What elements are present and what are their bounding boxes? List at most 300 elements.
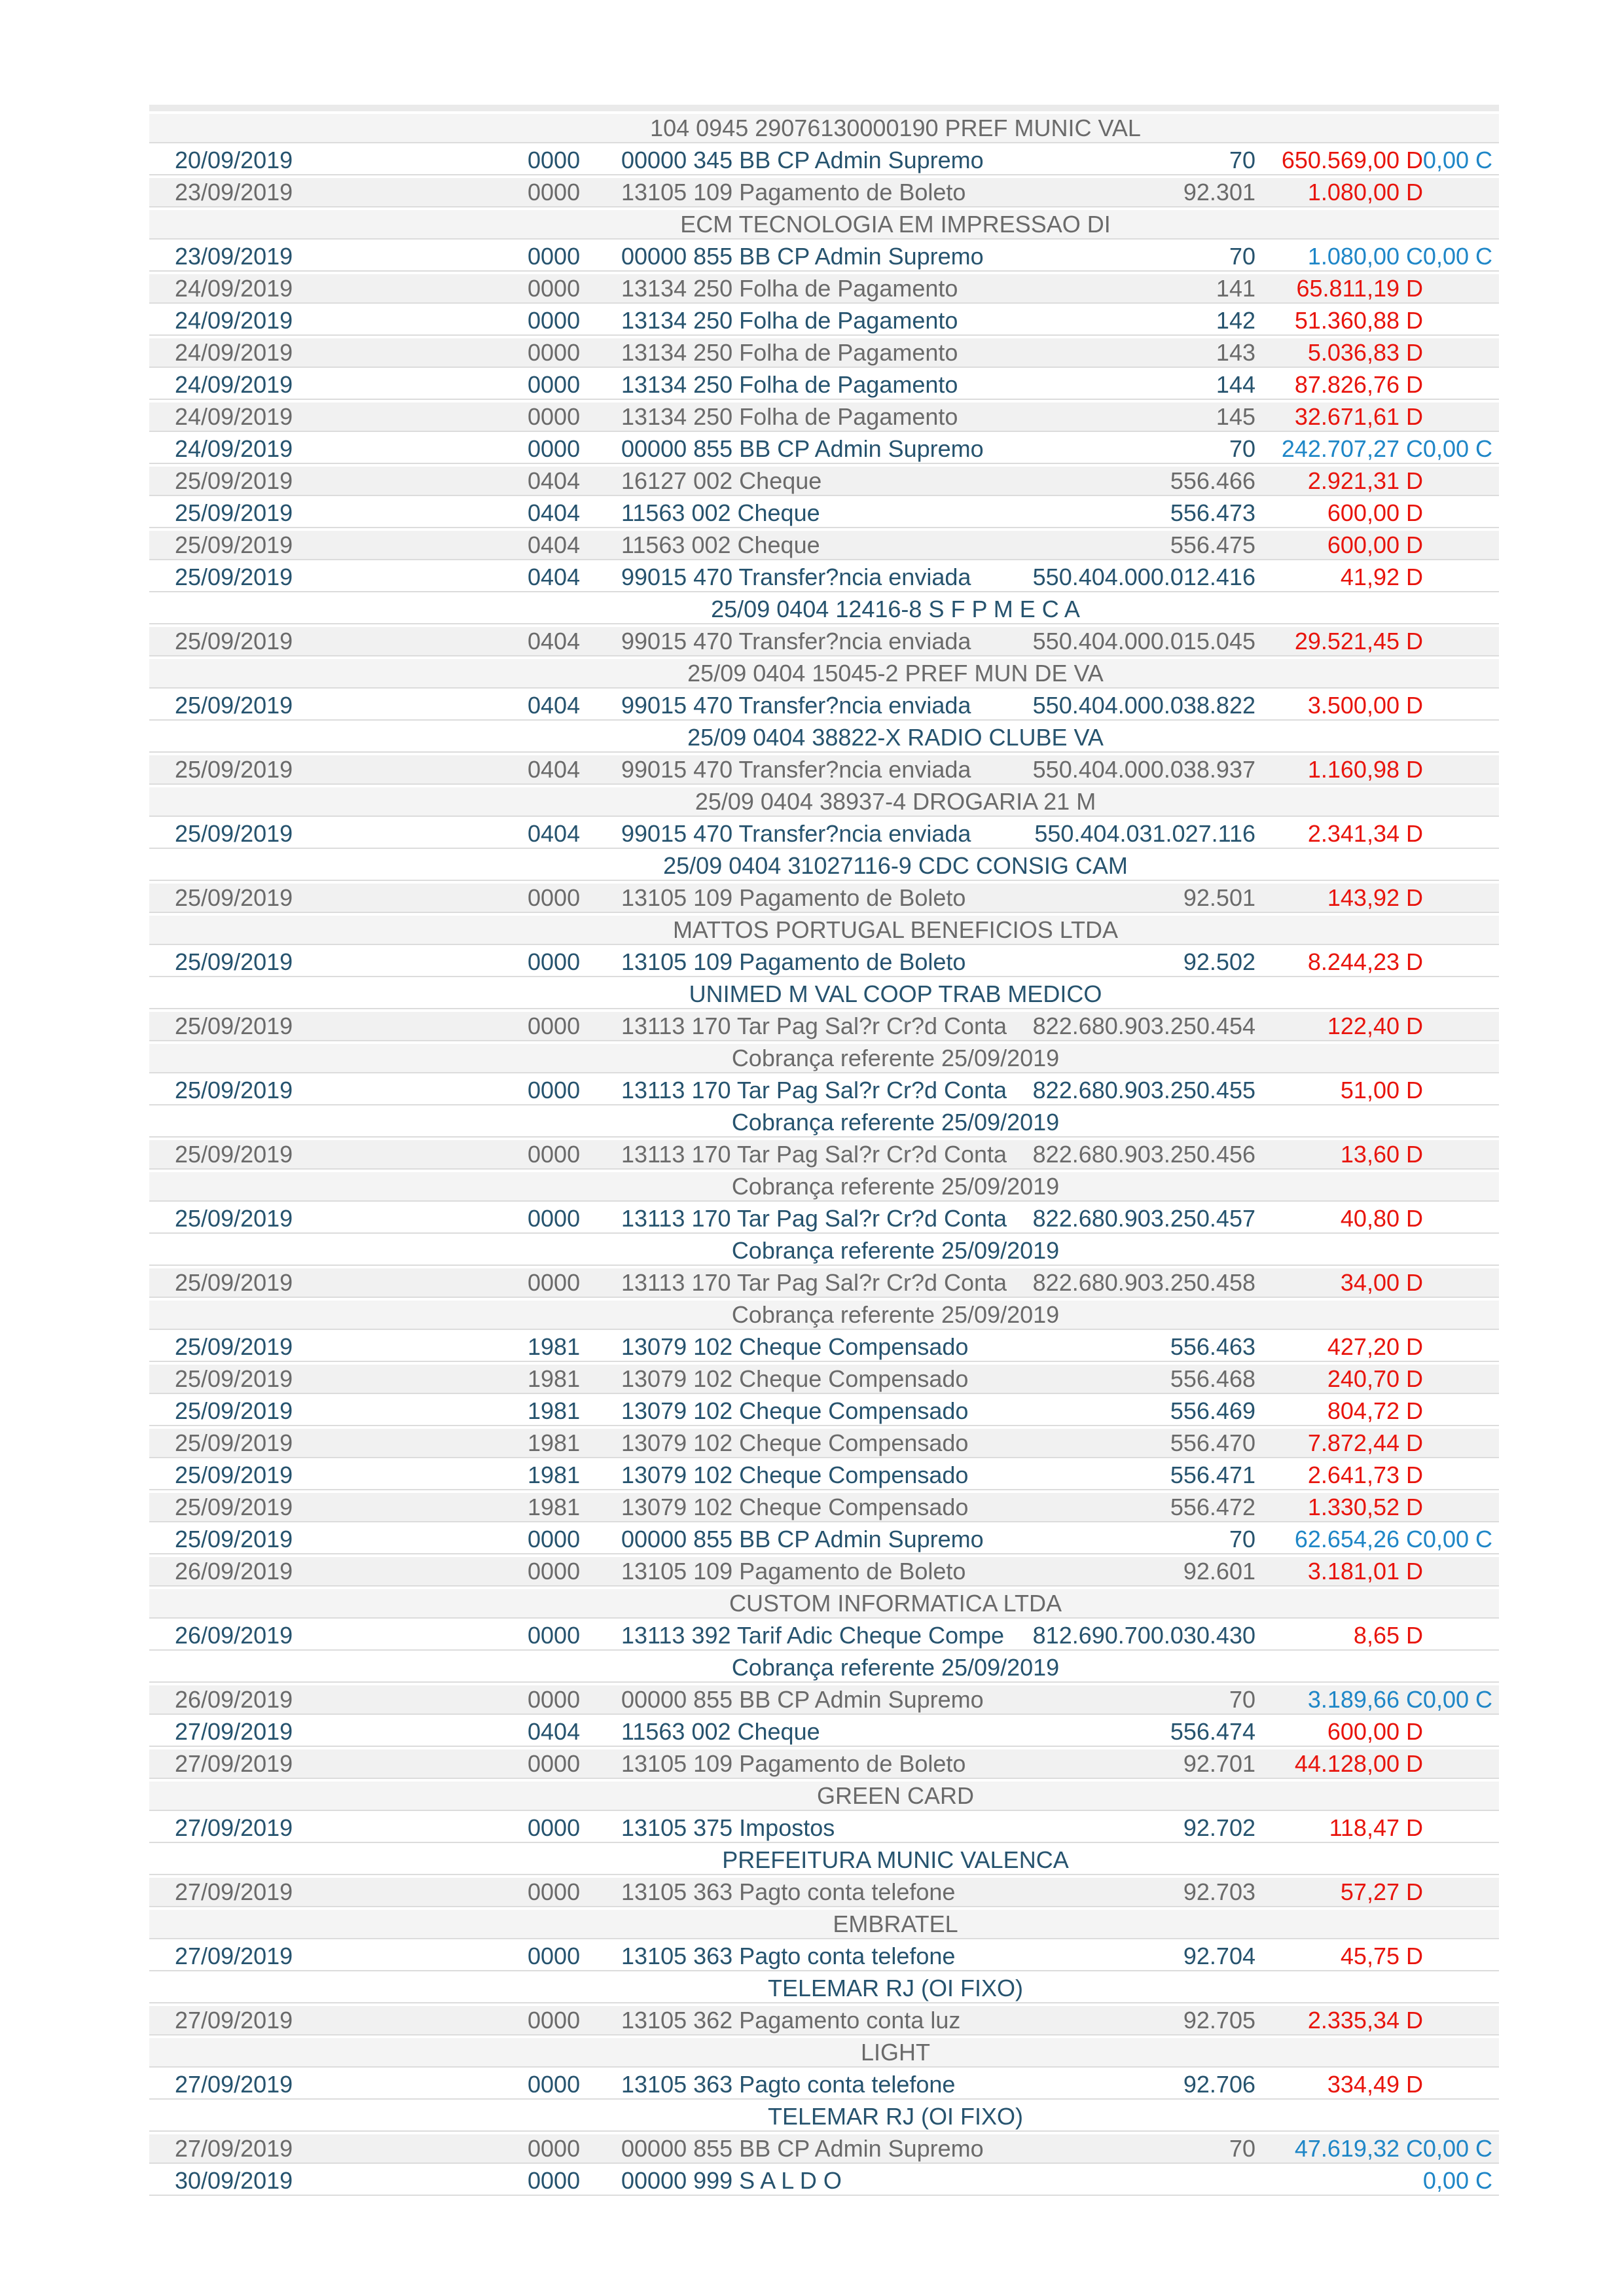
transaction-description: 13105 363 Pagto conta telefone bbox=[621, 2071, 956, 2098]
transaction-description: 13113 170 Tar Pag Sal?r Cr?d Conta bbox=[621, 1077, 1007, 1103]
transaction-amount: 29.521,45 D bbox=[1294, 628, 1423, 655]
transaction-document-number: 92.601 bbox=[1183, 1558, 1255, 1585]
transaction-description: 11563 002 Cheque bbox=[621, 1718, 820, 1745]
transaction-detail-text: 25/09 0404 38822-X RADIO CLUBE VA bbox=[687, 724, 1104, 751]
transaction-date: 25/09/2019 bbox=[175, 1141, 293, 1168]
transaction-branch: 0404 bbox=[528, 1718, 581, 1745]
transaction-amount: 44.128,00 D bbox=[1294, 1750, 1423, 1777]
transaction-amount: 2.341,34 D bbox=[1307, 820, 1423, 847]
transaction-branch: 0000 bbox=[528, 1269, 581, 1296]
transaction-date: 27/09/2019 bbox=[175, 1718, 293, 1745]
transaction-row bbox=[149, 1365, 1499, 1394]
transaction-description: 13105 363 Pagto conta telefone bbox=[621, 1943, 956, 1969]
transaction-date: 25/09/2019 bbox=[175, 1205, 293, 1232]
transaction-branch: 0000 bbox=[528, 1750, 581, 1777]
transaction-secondary-amount: 0,00 C bbox=[1422, 2167, 1492, 2194]
transaction-detail-row bbox=[149, 1236, 1499, 1266]
transaction-detail-text: UNIMED M VAL COOP TRAB MEDICO bbox=[689, 980, 1102, 1007]
transaction-document-number: 92.704 bbox=[1183, 1943, 1255, 1969]
transaction-detail-row bbox=[149, 210, 1499, 240]
transaction-description: 13113 170 Tar Pag Sal?r Cr?d Conta bbox=[621, 1013, 1007, 1039]
transaction-detail-text: GREEN CARD bbox=[816, 1782, 975, 1809]
transaction-document-number: 92.502 bbox=[1183, 948, 1255, 975]
transaction-detail-row bbox=[149, 1782, 1499, 1811]
transaction-description: 99015 470 Transfer?ncia enviada bbox=[621, 564, 971, 590]
transaction-date: 24/09/2019 bbox=[175, 371, 293, 398]
transaction-amount: 334,49 D bbox=[1327, 2071, 1423, 2098]
transaction-branch: 0404 bbox=[528, 564, 581, 590]
transaction-document-number: 70 bbox=[1229, 1686, 1255, 1713]
transaction-branch: 0000 bbox=[528, 1141, 581, 1168]
transaction-detail-text: 104 0945 29076130000190 PREF MUNIC VAL bbox=[650, 115, 1141, 141]
transaction-row bbox=[149, 2070, 1499, 2100]
transaction-detail-row bbox=[149, 2102, 1499, 2132]
transaction-date: 25/09/2019 bbox=[175, 467, 293, 494]
transaction-row bbox=[149, 242, 1499, 272]
transaction-branch: 0404 bbox=[528, 756, 581, 783]
transaction-description: 13134 250 Folha de Pagamento bbox=[621, 403, 958, 430]
transaction-row bbox=[149, 467, 1499, 496]
transaction-row bbox=[149, 403, 1499, 432]
transaction-description: 13113 170 Tar Pag Sal?r Cr?d Conta bbox=[621, 1141, 1007, 1168]
transaction-date: 25/09/2019 bbox=[175, 1269, 293, 1296]
transaction-description: 13134 250 Folha de Pagamento bbox=[621, 275, 958, 302]
transaction-row bbox=[149, 1621, 1499, 1651]
transaction-detail-text: MATTOS PORTUGAL BENEFICIOS LTDA bbox=[672, 916, 1119, 943]
transaction-date: 24/09/2019 bbox=[175, 275, 293, 302]
transaction-detail-row bbox=[149, 1108, 1499, 1138]
transaction-date: 25/09/2019 bbox=[175, 1333, 293, 1360]
transaction-amount: 122,40 D bbox=[1327, 1013, 1423, 1039]
transaction-date: 24/09/2019 bbox=[175, 339, 293, 366]
transaction-date: 27/09/2019 bbox=[175, 1943, 293, 1969]
transaction-document-number: 822.680.903.250.456 bbox=[1032, 1141, 1255, 1168]
transaction-row bbox=[149, 499, 1499, 528]
transaction-branch: 0404 bbox=[528, 692, 581, 719]
transaction-amount: 34,00 D bbox=[1340, 1269, 1423, 1296]
transaction-row bbox=[149, 1429, 1499, 1458]
transaction-description: 13105 109 Pagamento de Boleto bbox=[621, 884, 966, 911]
transaction-amount: 62.654,26 C bbox=[1294, 1526, 1423, 1552]
transaction-row bbox=[149, 370, 1499, 400]
transaction-branch: 0000 bbox=[528, 435, 581, 462]
transaction-description: 99015 470 Transfer?ncia enviada bbox=[621, 756, 971, 783]
transaction-description: 13079 102 Cheque Compensado bbox=[621, 1429, 969, 1456]
transaction-date: 25/09/2019 bbox=[175, 1462, 293, 1488]
transaction-amount: 51,00 D bbox=[1340, 1077, 1423, 1103]
transaction-amount: 7.872,44 D bbox=[1307, 1429, 1423, 1456]
transaction-row bbox=[149, 338, 1499, 368]
transaction-branch: 1981 bbox=[528, 1429, 581, 1456]
statement-table bbox=[149, 105, 1499, 2198]
transaction-branch: 1981 bbox=[528, 1494, 581, 1520]
transaction-branch: 0000 bbox=[528, 275, 581, 302]
transaction-description: 13105 109 Pagamento de Boleto bbox=[621, 179, 966, 206]
transaction-amount: 2.335,34 D bbox=[1307, 2007, 1423, 2034]
transaction-description: 13079 102 Cheque Compensado bbox=[621, 1333, 969, 1360]
transaction-branch: 0000 bbox=[528, 948, 581, 975]
transaction-detail-text: TELEMAR RJ (OI FIXO) bbox=[767, 1975, 1024, 2001]
transaction-amount: 600,00 D bbox=[1327, 499, 1423, 526]
transaction-branch: 0000 bbox=[528, 1622, 581, 1649]
transaction-branch: 0000 bbox=[528, 884, 581, 911]
transaction-description: 00000 855 BB CP Admin Supremo bbox=[621, 2135, 984, 2162]
transaction-row bbox=[149, 1397, 1499, 1426]
transaction-document-number: 70 bbox=[1229, 243, 1255, 270]
transaction-amount: 45,75 D bbox=[1340, 1943, 1423, 1969]
transaction-description: 00000 999 S A L D O bbox=[621, 2167, 842, 2194]
transaction-document-number: 822.680.903.250.454 bbox=[1032, 1013, 1255, 1039]
transaction-detail-text: Cobrança referente 25/09/2019 bbox=[731, 1045, 1060, 1071]
transaction-amount: 65.811,19 D bbox=[1296, 275, 1423, 302]
transaction-secondary-amount: 0,00 C bbox=[1422, 147, 1492, 173]
transaction-amount: 1.080,00 D bbox=[1307, 179, 1423, 206]
transaction-row bbox=[149, 1268, 1499, 1298]
transaction-detail-text: ECM TECNOLOGIA EM IMPRESSAO DI bbox=[680, 211, 1111, 238]
transaction-date: 27/09/2019 bbox=[175, 1814, 293, 1841]
transaction-description: 00000 855 BB CP Admin Supremo bbox=[621, 435, 984, 462]
transaction-date: 27/09/2019 bbox=[175, 2007, 293, 2034]
transaction-branch: 0000 bbox=[528, 339, 581, 366]
transaction-description: 13079 102 Cheque Compensado bbox=[621, 1494, 969, 1520]
transaction-detail-text: 25/09 0404 38937-4 DROGARIA 21 M bbox=[695, 788, 1096, 815]
transaction-row bbox=[149, 306, 1499, 336]
transaction-date: 25/09/2019 bbox=[175, 499, 293, 526]
transaction-date: 25/09/2019 bbox=[175, 1429, 293, 1456]
transaction-row bbox=[149, 1140, 1499, 1170]
transaction-row bbox=[149, 819, 1499, 849]
transaction-detail-row bbox=[149, 1044, 1499, 1073]
transaction-description: 13134 250 Folha de Pagamento bbox=[621, 371, 958, 398]
transaction-row bbox=[149, 563, 1499, 592]
transaction-date: 26/09/2019 bbox=[175, 1622, 293, 1649]
transaction-amount: 3.500,00 D bbox=[1307, 692, 1423, 719]
transaction-branch: 1981 bbox=[528, 1333, 581, 1360]
transaction-detail-row bbox=[149, 1300, 1499, 1330]
transaction-document-number: 92.703 bbox=[1183, 1878, 1255, 1905]
transaction-date: 27/09/2019 bbox=[175, 2135, 293, 2162]
transaction-detail-row bbox=[149, 1589, 1499, 1619]
transaction-branch: 0000 bbox=[528, 1878, 581, 1905]
transaction-branch: 0404 bbox=[528, 531, 581, 558]
transaction-date: 23/09/2019 bbox=[175, 179, 293, 206]
transaction-branch: 0000 bbox=[528, 179, 581, 206]
transaction-document-number: 556.475 bbox=[1170, 531, 1255, 558]
transaction-document-number: 92.702 bbox=[1183, 1814, 1255, 1841]
transaction-document-number: 556.466 bbox=[1170, 467, 1255, 494]
transaction-document-number: 822.680.903.250.457 bbox=[1032, 1205, 1255, 1232]
transaction-description: 00000 855 BB CP Admin Supremo bbox=[621, 243, 984, 270]
transaction-document-number: 556.473 bbox=[1170, 499, 1255, 526]
transaction-amount: 32.671,61 D bbox=[1294, 403, 1423, 430]
transaction-date: 25/09/2019 bbox=[175, 531, 293, 558]
transaction-amount: 41,92 D bbox=[1340, 564, 1423, 590]
transaction-date: 24/09/2019 bbox=[175, 307, 293, 334]
transaction-date: 27/09/2019 bbox=[175, 1750, 293, 1777]
transaction-branch: 0000 bbox=[528, 307, 581, 334]
transaction-row bbox=[149, 178, 1499, 207]
transaction-date: 25/09/2019 bbox=[175, 1494, 293, 1520]
transaction-document-number: 556.463 bbox=[1170, 1333, 1255, 1360]
transaction-date: 25/09/2019 bbox=[175, 1526, 293, 1552]
transaction-detail-row bbox=[149, 1846, 1499, 1875]
transaction-amount: 600,00 D bbox=[1327, 531, 1423, 558]
transaction-date: 27/09/2019 bbox=[175, 1878, 293, 1905]
transaction-date: 25/09/2019 bbox=[175, 628, 293, 655]
transaction-row bbox=[149, 1333, 1499, 1362]
transaction-document-number: 812.690.700.030.430 bbox=[1032, 1622, 1255, 1649]
transaction-row bbox=[149, 1685, 1499, 1715]
transaction-detail-row bbox=[149, 659, 1499, 689]
transaction-document-number: 144 bbox=[1216, 371, 1255, 398]
transaction-branch: 0000 bbox=[528, 1686, 581, 1713]
transaction-document-number: 556.474 bbox=[1170, 1718, 1255, 1745]
transaction-branch: 0000 bbox=[528, 1814, 581, 1841]
transaction-detail-row bbox=[149, 1910, 1499, 1939]
transaction-date: 24/09/2019 bbox=[175, 403, 293, 430]
transaction-amount: 650.569,00 D bbox=[1281, 147, 1423, 173]
transaction-amount: 1.160,98 D bbox=[1307, 756, 1423, 783]
transaction-document-number: 550.404.000.015.045 bbox=[1032, 628, 1255, 655]
transaction-amount: 13,60 D bbox=[1340, 1141, 1423, 1168]
transaction-row bbox=[149, 274, 1499, 304]
transaction-amount: 240,70 D bbox=[1327, 1365, 1423, 1392]
transaction-document-number: 92.705 bbox=[1183, 2007, 1255, 2034]
transaction-secondary-amount: 0,00 C bbox=[1422, 2135, 1492, 2162]
transaction-date: 25/09/2019 bbox=[175, 1077, 293, 1103]
transaction-date: 25/09/2019 bbox=[175, 948, 293, 975]
transaction-detail-row bbox=[149, 787, 1499, 817]
transaction-date: 25/09/2019 bbox=[175, 1365, 293, 1392]
transaction-secondary-amount: 0,00 C bbox=[1422, 435, 1492, 462]
transaction-amount: 8.244,23 D bbox=[1307, 948, 1423, 975]
transaction-branch: 0000 bbox=[528, 1558, 581, 1585]
transaction-detail-row bbox=[149, 980, 1499, 1009]
transaction-detail-row bbox=[149, 723, 1499, 753]
transaction-detail-row bbox=[149, 595, 1499, 624]
transaction-amount: 51.360,88 D bbox=[1294, 307, 1423, 334]
transaction-description: 13134 250 Folha de Pagamento bbox=[621, 339, 958, 366]
transaction-branch: 0000 bbox=[528, 2007, 581, 2034]
transaction-description: 13113 170 Tar Pag Sal?r Cr?d Conta bbox=[621, 1205, 1007, 1232]
transaction-date: 25/09/2019 bbox=[175, 692, 293, 719]
transaction-amount: 600,00 D bbox=[1327, 1718, 1423, 1745]
transaction-row bbox=[149, 1461, 1499, 1490]
transaction-branch: 1981 bbox=[528, 1397, 581, 1424]
transaction-row bbox=[149, 884, 1499, 913]
transaction-date: 27/09/2019 bbox=[175, 2071, 293, 2098]
transaction-row bbox=[149, 1749, 1499, 1779]
transaction-amount: 143,92 D bbox=[1327, 884, 1423, 911]
transaction-branch: 0000 bbox=[528, 403, 581, 430]
transaction-row bbox=[149, 146, 1499, 175]
transaction-detail-row bbox=[149, 1653, 1499, 1683]
transaction-description: 00000 345 BB CP Admin Supremo bbox=[621, 147, 984, 173]
transaction-branch: 0000 bbox=[528, 1526, 581, 1552]
transaction-date: 25/09/2019 bbox=[175, 1397, 293, 1424]
transaction-document-number: 70 bbox=[1229, 435, 1255, 462]
transaction-branch: 1981 bbox=[528, 1365, 581, 1392]
transaction-document-number: 550.404.000.038.937 bbox=[1032, 756, 1255, 783]
transaction-amount: 87.826,76 D bbox=[1294, 371, 1423, 398]
transaction-document-number: 556.469 bbox=[1170, 1397, 1255, 1424]
transaction-amount: 242.707,27 C bbox=[1281, 435, 1423, 462]
transaction-date: 25/09/2019 bbox=[175, 820, 293, 847]
transaction-document-number: 556.472 bbox=[1170, 1494, 1255, 1520]
transaction-description: 13113 170 Tar Pag Sal?r Cr?d Conta bbox=[621, 1269, 1007, 1296]
transaction-detail-text: Cobrança referente 25/09/2019 bbox=[731, 1237, 1060, 1264]
transaction-document-number: 92.301 bbox=[1183, 179, 1255, 206]
transaction-amount: 804,72 D bbox=[1327, 1397, 1423, 1424]
transaction-amount: 40,80 D bbox=[1340, 1205, 1423, 1232]
transaction-detail-text: TELEMAR RJ (OI FIXO) bbox=[767, 2103, 1024, 2130]
transaction-document-number: 556.470 bbox=[1170, 1429, 1255, 1456]
transaction-document-number: 92.706 bbox=[1183, 2071, 1255, 2098]
transaction-description: 99015 470 Transfer?ncia enviada bbox=[621, 692, 971, 719]
transaction-branch: 0404 bbox=[528, 467, 581, 494]
transaction-date: 24/09/2019 bbox=[175, 435, 293, 462]
transaction-branch: 0000 bbox=[528, 1205, 581, 1232]
table-top-strip bbox=[149, 105, 1499, 111]
transaction-document-number: 143 bbox=[1216, 339, 1255, 366]
transaction-secondary-amount: 0,00 C bbox=[1422, 1526, 1492, 1552]
transaction-row bbox=[149, 2166, 1499, 2196]
transaction-description: 00000 855 BB CP Admin Supremo bbox=[621, 1526, 984, 1552]
transaction-secondary-amount: 0,00 C bbox=[1422, 243, 1492, 270]
transaction-row bbox=[149, 1204, 1499, 1234]
transaction-row bbox=[149, 691, 1499, 721]
transaction-detail-text: PREFEITURA MUNIC VALENCA bbox=[722, 1846, 1069, 1873]
transaction-secondary-amount: 0,00 C bbox=[1422, 1686, 1492, 1713]
transaction-row bbox=[149, 755, 1499, 785]
transaction-description: 13105 109 Pagamento de Boleto bbox=[621, 1750, 966, 1777]
transaction-description: 13105 375 Impostos bbox=[621, 1814, 835, 1841]
transaction-detail-text: Cobrança referente 25/09/2019 bbox=[731, 1654, 1060, 1681]
transaction-detail-text: EMBRATEL bbox=[833, 1910, 958, 1937]
transaction-row bbox=[149, 1076, 1499, 1105]
transaction-document-number: 70 bbox=[1229, 2135, 1255, 2162]
transaction-description: 13105 109 Pagamento de Boleto bbox=[621, 1558, 966, 1585]
transaction-date: 25/09/2019 bbox=[175, 564, 293, 590]
transaction-date: 25/09/2019 bbox=[175, 756, 293, 783]
transaction-row bbox=[149, 435, 1499, 464]
transaction-row bbox=[149, 1493, 1499, 1522]
transaction-detail-text: 25/09 0404 12416-8 S F P M E C A bbox=[711, 596, 1080, 622]
transaction-document-number: 70 bbox=[1229, 147, 1255, 173]
transaction-amount: 1.080,00 C bbox=[1307, 243, 1423, 270]
transaction-branch: 0000 bbox=[528, 1943, 581, 1969]
transaction-branch: 0000 bbox=[528, 147, 581, 173]
transaction-description: 99015 470 Transfer?ncia enviada bbox=[621, 820, 971, 847]
transaction-detail-text: 25/09 0404 31027116-9 CDC CONSIG CAM bbox=[663, 852, 1128, 879]
transaction-detail-row bbox=[149, 2038, 1499, 2068]
transaction-document-number: 92.501 bbox=[1183, 884, 1255, 911]
transaction-row bbox=[149, 948, 1499, 977]
transaction-description: 11563 002 Cheque bbox=[621, 499, 820, 526]
transaction-description: 13105 363 Pagto conta telefone bbox=[621, 1878, 956, 1905]
transaction-amount: 1.330,52 D bbox=[1307, 1494, 1423, 1520]
transaction-amount: 2.921,31 D bbox=[1307, 467, 1423, 494]
transaction-amount: 3.189,66 C bbox=[1307, 1686, 1423, 1713]
transaction-detail-row bbox=[149, 852, 1499, 881]
transaction-branch: 0000 bbox=[528, 2135, 581, 2162]
transaction-branch: 1981 bbox=[528, 1462, 581, 1488]
transaction-amount: 5.036,83 D bbox=[1307, 339, 1423, 366]
transaction-document-number: 142 bbox=[1216, 307, 1255, 334]
transaction-detail-row bbox=[149, 1172, 1499, 1202]
transaction-row bbox=[149, 1942, 1499, 1971]
transaction-date: 25/09/2019 bbox=[175, 1013, 293, 1039]
transaction-document-number: 145 bbox=[1216, 403, 1255, 430]
transaction-amount: 47.619,32 C bbox=[1294, 2135, 1423, 2162]
transaction-row bbox=[149, 1525, 1499, 1554]
transaction-document-number: 550.404.031.027.116 bbox=[1034, 820, 1255, 847]
transaction-detail-text: Cobrança referente 25/09/2019 bbox=[731, 1173, 1060, 1200]
transaction-row bbox=[149, 1717, 1499, 1747]
transaction-detail-text: Cobrança referente 25/09/2019 bbox=[731, 1109, 1060, 1136]
transaction-branch: 0000 bbox=[528, 2071, 581, 2098]
transaction-date: 26/09/2019 bbox=[175, 1558, 293, 1585]
transaction-document-number: 550.404.000.012.416 bbox=[1032, 564, 1255, 590]
transaction-date: 20/09/2019 bbox=[175, 147, 293, 173]
transaction-row bbox=[149, 1012, 1499, 1041]
transaction-description: 13079 102 Cheque Compensado bbox=[621, 1397, 969, 1424]
transaction-description: 11563 002 Cheque bbox=[621, 531, 820, 558]
transaction-description: 13105 362 Pagamento conta luz bbox=[621, 2007, 961, 2034]
transaction-document-number: 822.680.903.250.458 bbox=[1032, 1269, 1255, 1296]
transaction-document-number: 550.404.000.038.822 bbox=[1032, 692, 1255, 719]
transaction-branch: 0000 bbox=[528, 1013, 581, 1039]
transaction-detail-text: CUSTOM INFORMATICA LTDA bbox=[729, 1590, 1062, 1617]
transaction-amount: 3.181,01 D bbox=[1307, 1558, 1423, 1585]
transaction-description: 00000 855 BB CP Admin Supremo bbox=[621, 1686, 984, 1713]
transaction-description: 99015 470 Transfer?ncia enviada bbox=[621, 628, 971, 655]
transaction-description: 16127 002 Cheque bbox=[621, 467, 822, 494]
transaction-row bbox=[149, 2134, 1499, 2164]
transaction-date: 26/09/2019 bbox=[175, 1686, 293, 1713]
transaction-amount: 57,27 D bbox=[1340, 1878, 1423, 1905]
transaction-branch: 0404 bbox=[528, 628, 581, 655]
transaction-amount: 427,20 D bbox=[1327, 1333, 1423, 1360]
transaction-row bbox=[149, 1557, 1499, 1587]
transaction-document-number: 556.468 bbox=[1170, 1365, 1255, 1392]
transaction-detail-row bbox=[149, 114, 1499, 143]
transaction-detail-text: Cobrança referente 25/09/2019 bbox=[731, 1301, 1060, 1328]
transaction-row bbox=[149, 2006, 1499, 2036]
transaction-description: 13079 102 Cheque Compensado bbox=[621, 1365, 969, 1392]
transaction-branch: 0404 bbox=[528, 820, 581, 847]
transaction-branch: 0000 bbox=[528, 371, 581, 398]
transaction-row bbox=[149, 1814, 1499, 1843]
transaction-amount: 2.641,73 D bbox=[1307, 1462, 1423, 1488]
transaction-branch: 0000 bbox=[528, 1077, 581, 1103]
transaction-document-number: 556.471 bbox=[1170, 1462, 1255, 1488]
transaction-date: 23/09/2019 bbox=[175, 243, 293, 270]
transaction-amount: 118,47 D bbox=[1329, 1814, 1423, 1841]
transaction-detail-text: 25/09 0404 15045-2 PREF MUN DE VA bbox=[687, 660, 1104, 687]
transaction-document-number: 822.680.903.250.455 bbox=[1032, 1077, 1255, 1103]
transaction-detail-text: LIGHT bbox=[860, 2039, 930, 2066]
transaction-row bbox=[149, 1878, 1499, 1907]
transaction-row bbox=[149, 531, 1499, 560]
transaction-branch: 0404 bbox=[528, 499, 581, 526]
transaction-description: 13079 102 Cheque Compensado bbox=[621, 1462, 969, 1488]
transaction-date: 25/09/2019 bbox=[175, 884, 293, 911]
transaction-amount: 8,65 D bbox=[1353, 1622, 1423, 1649]
transaction-document-number: 70 bbox=[1229, 1526, 1255, 1552]
transaction-detail-row bbox=[149, 1974, 1499, 2003]
transaction-description: 13134 250 Folha de Pagamento bbox=[621, 307, 958, 334]
